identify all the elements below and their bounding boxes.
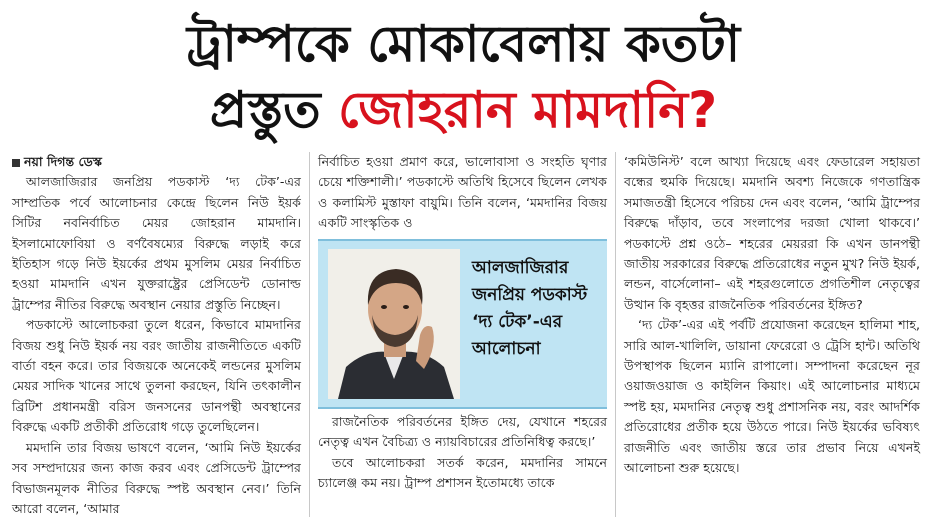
article-column-1: [12, 152, 301, 519]
square-bullet-icon: [12, 159, 20, 167]
man-portrait-image: [328, 249, 460, 399]
headline-line-1: ট্রাম্পকে মোকাবেলায় কতটা: [186, 15, 741, 73]
article-column-2-continued: [318, 412, 607, 494]
byline-text: নয়া দিগন্ত ডেস্ক: [24, 154, 102, 169]
article-column-2: [318, 152, 607, 234]
paragraph: নির্বাচিত হওয়া প্রমাণ করে, ভালোবাসা ও সংহতি ঘৃণার চেয়ে শক্তিশালী।’ পডকাস্টে অতিথি হিসেবে ছিলেন লেখক ও কলামিস্ট মুস্তাফা বায়ুমি। তিনি বলেন, ‘মমদানির বিজয় একটি সাংস্কৃতিক ও: [318, 154, 607, 231]
promo-box: [318, 239, 607, 409]
paragraph: ‘দ্য টেক’-এর এই পর্বটি প্রযোজনা করেছেন হালিমা শাহ, সারি আল-খালিলি, ডায়ানা ফেরেরো ও ট্রেসি হান্ট। অতিথি উপস্থাপক ছিলেন ম্যানি রাপালো। সম্পাদনা করেছেন নূর ওয়াজওয়াজ ও কাইলিন কিয়াং। এই আলোচনার মাধ্যমে স্পষ্ট হয়, মমদানির নেতৃত্ব শুধু প্রশাসনিক নয়, বরং আদর্শিক প্রতিরোধের প্রতীক হয়ে উঠতে পারে। নিউ ইয়র্কের ভবিষ্যৎ রাজনীতি এবং জাতীয় স্তরে তার প্রভাব নিয়ে এখনই আলোচনা শুরু হয়েছে।: [624, 317, 920, 476]
column-divider-2: [615, 152, 616, 517]
paragraph: আলজাজিরার জনপ্রিয় পডকাস্ট ‘দ্য টেক’-এর সাম্প্রতিক পর্বে আলোচনার কেন্দ্রে ছিলেন নিউ ইয়র্ক সিটির নবনির্বাচিত মেয়র জোহরান মামদানি। ইসলামোফোবিয়া ও বর্ণবৈষম্যের বিরুদ্ধে লড়াই করে ইতিহাস গড়ে নিউ ইয়র্কের প্রথম মুসলিম মেয়র নির্বাচিত হওয়া মামদানি এখন যুক্তরাষ্ট্রের প্রেসিডেন্ট ডোনাল্ড ট্রাম্পের নীতির বিরুদ্ধে অবস্থান নেয়ার প্রস্তুতি নিচ্ছেন।: [12, 174, 301, 312]
headline-line-2-red: জোহরান মামদানি?: [338, 81, 718, 139]
guest-photo: [328, 249, 460, 399]
paragraph: তবে আলোচকরা সতর্ক করেন, মমদানির সামনে চ্যালেঞ্জ কম নয়। ট্রাম্প প্রশাসন ইতোমধ্যে তাকে: [318, 454, 607, 491]
headline-line-2-black: প্রস্তুত: [209, 81, 321, 139]
paragraph: মমদানি তার বিজয় ভাষণে বলেন, ‘আমি নিউ ইয়র্কের সব সম্প্রদায়ের জন্য কাজ করব এবং প্রেসিডেন্ট ট্রাম্পের বিভাজনমূলক নীতির বিরুদ্ধে স্পষ্ট অবস্থান নেব।’ তিনি আরো বলেন, ‘আমার: [12, 439, 301, 516]
paragraph: রাজনৈতিক পরিবর্তনের ইঙ্গিত দেয়, যেখানে শহরের নেতৃত্ব এখন বৈচিত্র্য ও ন্যায়বিচারের প্রতিনিধিত্ব করছে।’: [318, 414, 607, 450]
column-divider-1: [309, 152, 310, 517]
headline-line-2: [0, 80, 927, 140]
promo-caption: আলজাজিরার জনপ্রিয় পডকাস্ট ‘দ্য টেক’-এর আলোচনা: [472, 258, 588, 359]
byline: [12, 152, 301, 172]
paragraph: পডকাস্টে আলোচকরা তুলে ধরেন, কিভাবে মামদানির বিজয় শুধু নিউ ইয়র্ক নয় বরং জাতীয় রাজনীতিতে একটি বার্তা বহন করে। তার বিজয়কে অনেকেই লন্ডনের মুসলিম মেয়র সাদিক খানের সাথে তুলনা করছেন, যিনি তৎকালীন ব্রিটিশ প্রধানমন্ত্রী বরিস জনসনের ডানপন্থী অবস্থানের বিরুদ্ধে একটি প্রতীকী প্রতিরোধ গড়ে তুলেছিলেন।: [12, 317, 301, 435]
article-column-3: [624, 152, 920, 479]
headline: [0, 0, 927, 150]
paragraph: ‘কমিউনিস্ট’ বলে আখ্যা দিয়েছে এবং ফেডারেল সহায়তা বন্ধের হুমকি দিয়েছে। মমদানি অবশ্য নিজেকে গণতান্ত্রিক সমাজতন্ত্রী হিসেবে পরিচয় দেন এবং বলেন, ‘আমি ট্রাম্পের বিরুদ্ধে দাঁড়াব, তবে সংলাপের দরজা খোলা থাকবে।’ পডকাস্টে প্রশ্ন ওঠে– শহরের মেয়ররা কি এখন ডানপন্থী জাতীয় সরকারের বিরুদ্ধে প্রতিরোধের নতুন মুখ? নিউ ইয়র্ক, লন্ডন, বার্সেলোনা– এই শহরগুলোতে প্রগতিশীল নেতৃত্বের উত্থান কি বৃহত্তর রাজনৈতিক পরিবর্তনের ইঙ্গিত?: [624, 154, 920, 312]
